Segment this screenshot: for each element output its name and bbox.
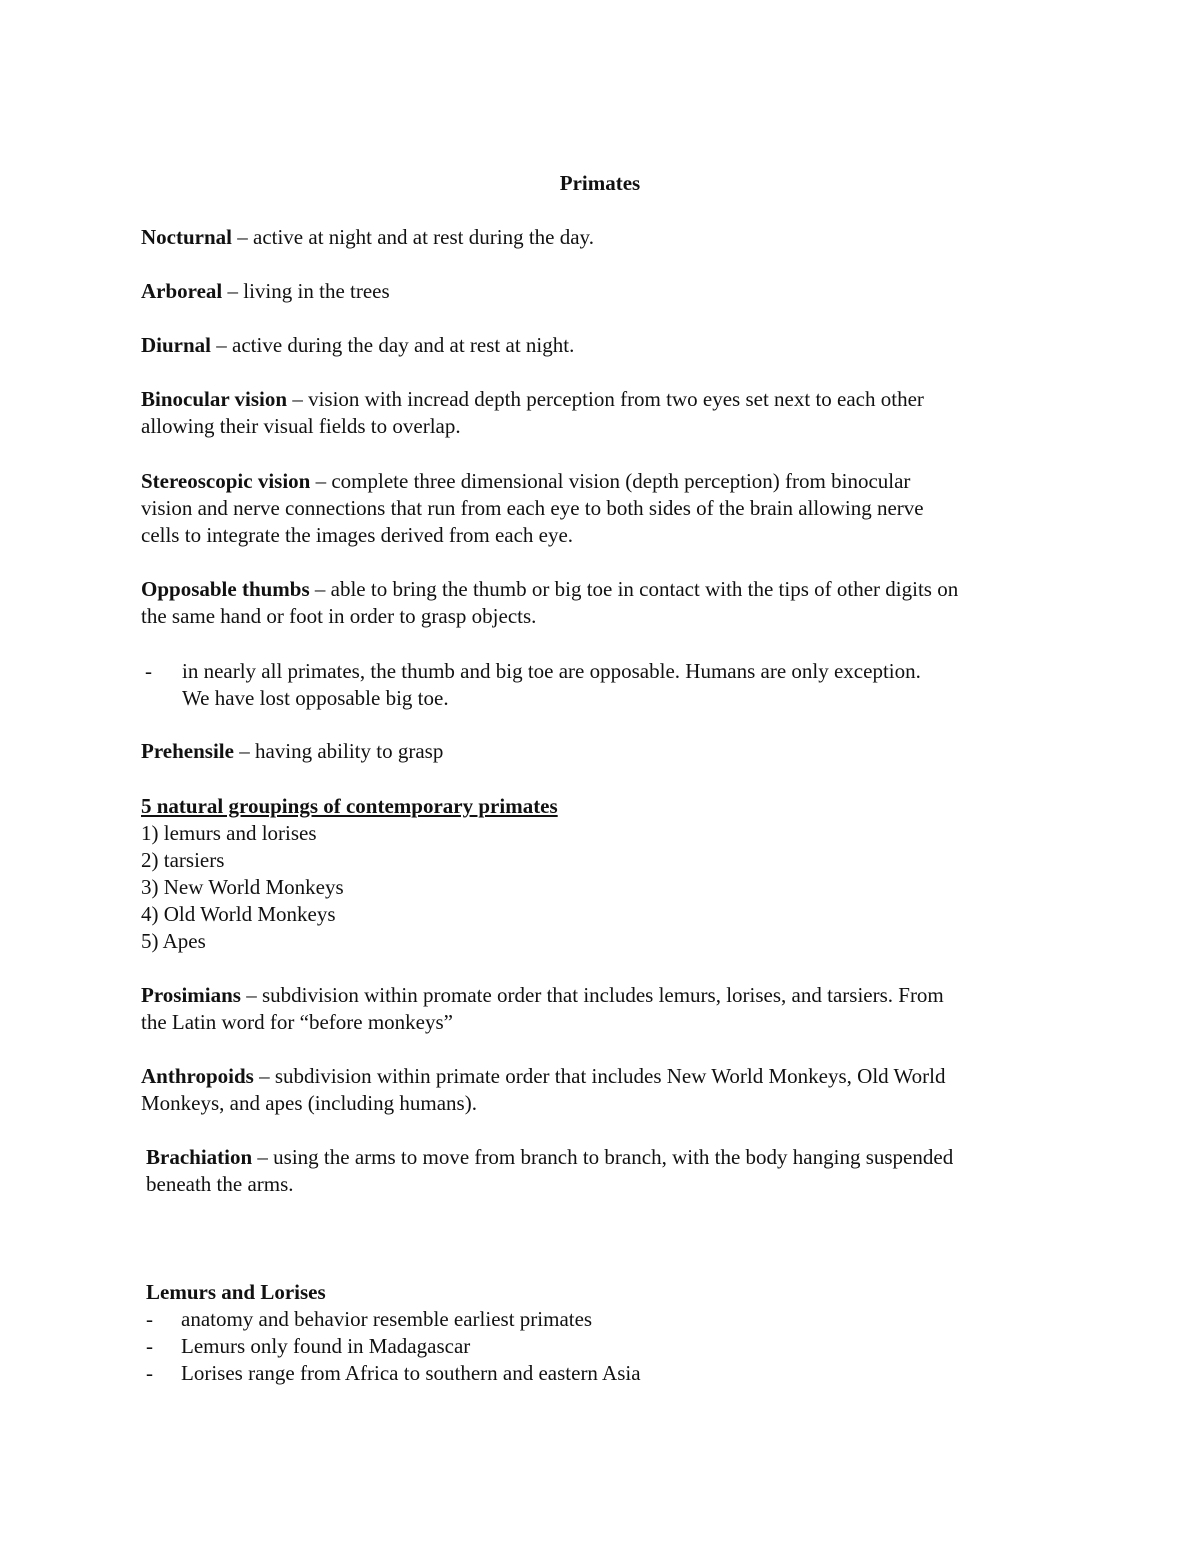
- term-label: Prehensile: [141, 739, 234, 763]
- bullet-dash: -: [146, 1307, 153, 1331]
- term-label: Opposable thumbs: [141, 577, 310, 601]
- term-label: Anthropoids: [141, 1064, 254, 1088]
- term-definition-continued: beneath the arms.: [146, 1172, 294, 1196]
- section-heading: 5 natural groupings of contemporary primates: [141, 794, 558, 818]
- definition-prosimians: [141, 982, 1071, 1036]
- list-item-text: Lemurs only found in Madagascar: [181, 1334, 471, 1358]
- term-definition: – subdivision within promate order that includes lemurs, lorises, and tarsiers. From: [240, 983, 944, 1007]
- definition-brachiation: [146, 1144, 1076, 1198]
- list-item-text: Lorises range from Africa to southern and eastern Asia: [181, 1361, 641, 1385]
- list-item: [141, 658, 1071, 712]
- list-item: [146, 1360, 1076, 1387]
- term-label: Arboreal: [141, 279, 223, 303]
- list-item: 2) tarsiers: [141, 848, 225, 872]
- term-definition: – active during the day and at rest at night.: [211, 333, 575, 357]
- list-item-text: anatomy and behavior resemble earliest primates: [181, 1307, 593, 1331]
- term-definition-continued: cells to integrate the images derived from each eye.: [141, 523, 574, 547]
- term-definition: – living in the trees: [222, 279, 390, 303]
- term-definition: – complete three dimensional vision (depth perception) from binocular: [310, 469, 911, 493]
- list-item: 5) Apes: [141, 929, 206, 953]
- bullet-dash: -: [145, 659, 152, 683]
- bullet-dash: -: [146, 1361, 153, 1385]
- definition-stereoscopic-vision: [141, 468, 1071, 549]
- term-label: Binocular vision: [141, 387, 288, 411]
- term-label: Brachiation: [146, 1145, 253, 1169]
- term-definition: – having ability to grasp: [233, 739, 444, 763]
- definition-anthropoids: [141, 1063, 1071, 1117]
- term-label: Stereoscopic vision: [141, 469, 311, 493]
- page-title: Primates: [559, 171, 641, 195]
- definition-prehensile: [141, 738, 1071, 765]
- term-definition: – active at night and at rest during the day.: [232, 225, 594, 249]
- list-item: [146, 1306, 1076, 1333]
- definition-opposable-thumbs: [141, 576, 1071, 630]
- bullet-dash: -: [146, 1334, 153, 1358]
- term-definition: – subdivision within primate order that includes New World Monkeys, Old World: [253, 1064, 946, 1088]
- term-label: Nocturnal: [141, 225, 232, 249]
- definition-diurnal: [141, 332, 1071, 359]
- list-item: [146, 1333, 1076, 1360]
- definition-nocturnal: [141, 224, 1071, 251]
- term-definition-continued: vision and nerve connections that run from each eye to both sides of the brain allowing nerve: [141, 496, 924, 520]
- term-label: Diurnal: [141, 333, 212, 357]
- term-definition: – vision with incread depth perception from two eyes set next to each other: [287, 387, 924, 411]
- term-definition-continued: the same hand or foot in order to grasp objects.: [141, 604, 537, 628]
- list-item-text-continued: We have lost opposable big toe.: [182, 686, 449, 710]
- term-definition: – able to bring the thumb or big toe in contact with the tips of other digits on: [309, 577, 959, 601]
- term-definition: – using the arms to move from branch to branch, with the body hanging suspended: [252, 1145, 954, 1169]
- definition-binocular-vision: [141, 386, 1071, 440]
- term-label: Prosimians: [141, 983, 241, 1007]
- term-definition-continued: the Latin word for “before monkeys”: [141, 1010, 453, 1034]
- list-item: 1) lemurs and lorises: [141, 821, 317, 845]
- definition-arboreal: [141, 278, 1071, 305]
- list-item: 4) Old World Monkeys: [141, 902, 336, 926]
- opposable-note: [141, 658, 1071, 712]
- groupings-section: [141, 793, 1071, 955]
- term-definition-continued: allowing their visual fields to overlap.: [141, 414, 461, 438]
- term-definition-continued: Monkeys, and apes (including humans).: [141, 1091, 477, 1115]
- lemurs-lorises-section: [146, 1279, 1076, 1387]
- section-heading: Lemurs and Lorises: [146, 1280, 326, 1304]
- list-item: 3) New World Monkeys: [141, 875, 344, 899]
- list-item-text: in nearly all primates, the thumb and big toe are opposable. Humans are only exception.: [182, 659, 921, 683]
